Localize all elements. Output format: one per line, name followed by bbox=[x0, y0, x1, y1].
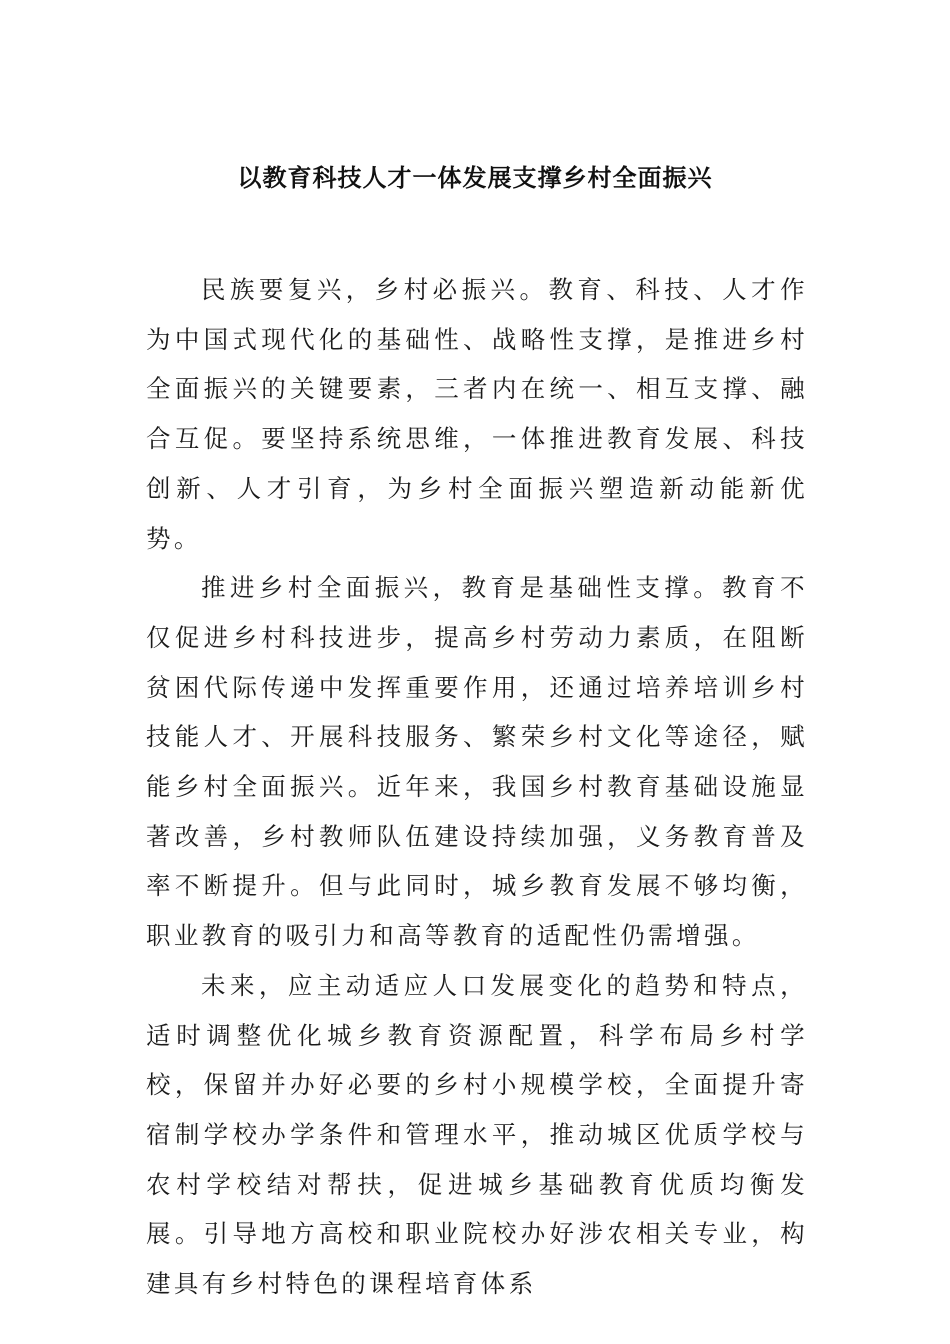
paragraph-3: 未来，应主动适应人口发展变化的趋势和特点，适时调整优化城乡教育资源配置，科学布局乡村学校，保留并办好必要的乡村小规模学校，全面提升寄宿制学校办学条件和管理水平，推动城区优质学校与农村学校结对帮扶，促进城乡基础教育优质均衡发展。引导地方高校和职业院校办好涉农相关专业，构建具有乡村特色的课程培育体系 bbox=[146, 970, 808, 1299]
paragraph-2: 推进乡村全面振兴，教育是基础性支撑。教育不仅促进乡村科技进步，提高乡村劳动力素质，在阻断贫困代际传递中发挥重要作用，还通过培养培训乡村技能人才、开展科技服务、繁荣乡村文化等途径，赋能乡村全面振兴。近年来，我国乡村教育基础设施显著改善，乡村教师队伍建设持续加强，义务教育普及率不断提升。但与此同时，城乡教育发展不够均衡，职业教育的吸引力和高等教育的适配性仍需增强。 bbox=[146, 573, 808, 951]
paragraph-1: 民族要复兴，乡村必振兴。教育、科技、人才作为中国式现代化的基础性、战略性支撑，是推进乡村全面振兴的关键要素，三者内在统一、相互支撑、融合互促。要坚持系统思维，一体推进教育发展、科技创新、人才引育，为乡村全面振兴塑造新动能新优势。 bbox=[146, 275, 808, 553]
document-body bbox=[146, 265, 808, 1309]
document-title: 以教育科技人才一体发展支撑乡村全面振兴 bbox=[237, 164, 713, 192]
